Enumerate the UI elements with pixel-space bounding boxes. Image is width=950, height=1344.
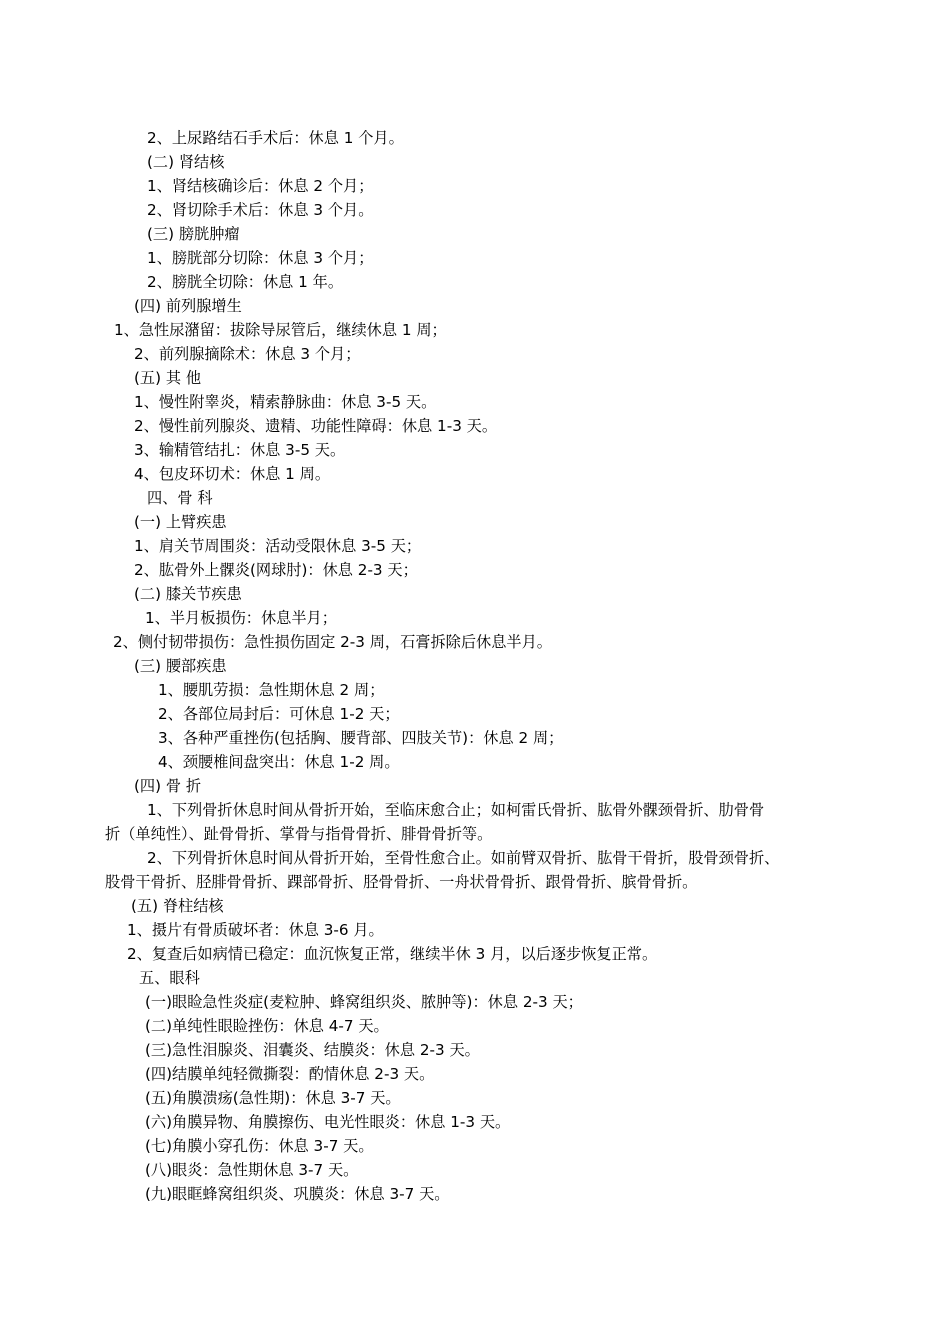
section-heading: (五) 脊柱结核 xyxy=(131,897,224,915)
text-line: (七)角膜小穿孔伤：休息 3-7 天。 xyxy=(145,1137,374,1155)
text-line: 4、包皮环切术：休息 1 周。 xyxy=(134,465,331,483)
text-line: 2、复查后如病情已稳定：血沉恢复正常，继续半休 3 月，以后逐步恢复正常。 xyxy=(127,945,658,963)
text-line: 1、慢性附睾炎，精索静脉曲：休息 3-5 天。 xyxy=(134,393,437,411)
text-line: 4、颈腰椎间盘突出：休息 1-2 周。 xyxy=(158,753,400,771)
chapter-heading: 四、骨 科 xyxy=(147,489,213,507)
text-line: (一)眼睑急性炎症(麦粒肿、蜂窝组织炎、脓肿等)：休息 2-3 天； xyxy=(145,993,583,1011)
chapter-heading: 五、眼科 xyxy=(139,969,200,987)
text-line: 1、腰肌劳损：急性期休息 2 周； xyxy=(158,681,385,699)
text-line: 1、急性尿潴留：拔除导尿管后，继续休息 1 周； xyxy=(114,321,447,339)
text-line: (二)单纯性眼睑挫伤：休息 4-7 天。 xyxy=(145,1017,389,1035)
text-line: 2、肱骨外上髁炎(网球肘)：休息 2-3 天； xyxy=(134,561,418,579)
text-line: 3、输精管结扎：休息 3-5 天。 xyxy=(134,441,346,459)
text-line: 1、膀胱部分切除：休息 3 个月； xyxy=(147,249,374,267)
section-heading: (三) 腰部疾患 xyxy=(134,657,227,675)
text-line: 2、肾切除手术后：休息 3 个月。 xyxy=(147,201,374,219)
text-line: 2、侧付韧带损伤：急性损伤固定 2-3 周，石膏拆除后休息半月。 xyxy=(113,633,552,651)
text-line: 折（单纯性）、趾骨骨折、掌骨与指骨骨折、腓骨骨折等。 xyxy=(105,825,493,843)
text-line: (三)急性泪腺炎、泪囊炎、结膜炎：休息 2-3 天。 xyxy=(145,1041,480,1059)
text-line: (九)眼眶蜂窝组织炎、巩膜炎：休息 3-7 天。 xyxy=(145,1185,450,1203)
text-line: 2、膀胱全切除：休息 1 年。 xyxy=(147,273,344,291)
text-line: 1、下列骨折休息时间从骨折开始，至临床愈合止；如柯雷氏骨折、肱骨外髁颈骨折、肋骨骨 xyxy=(147,801,765,819)
text-line: 2、慢性前列腺炎、遗精、功能性障碍：休息 1-3 天。 xyxy=(134,417,498,435)
text-line: 股骨干骨折、胫腓骨骨折、踝部骨折、胫骨骨折、一舟状骨骨折、跟骨骨折、膑骨骨折。 xyxy=(105,873,698,891)
section-heading: (四) 前列腺增生 xyxy=(134,297,242,315)
section-heading: (四) 骨 折 xyxy=(134,777,202,795)
section-heading: (二) 膝关节疾患 xyxy=(134,585,242,603)
section-heading: (三) 膀胱肿瘤 xyxy=(147,225,240,243)
text-line: 2、前列腺摘除术：休息 3 个月； xyxy=(134,345,361,363)
section-heading: (一) 上臂疾患 xyxy=(134,513,227,531)
text-line: 1、半月板损伤：休息半月； xyxy=(145,609,337,627)
text-line: 3、各种严重挫伤(包括胸、腰背部、四肢关节)：休息 2 周； xyxy=(158,729,564,747)
text-line: 1、摄片有骨质破坏者：休息 3-6 月。 xyxy=(127,921,384,939)
text-line: (五)角膜溃疡(急性期)：休息 3-7 天。 xyxy=(145,1089,401,1107)
text-line: (六)角膜异物、角膜擦伤、电光性眼炎：休息 1-3 天。 xyxy=(145,1113,511,1131)
text-line: 2、下列骨折休息时间从骨折开始，至骨性愈合止。如前臂双骨折、肱骨干骨折，股骨颈骨折、 xyxy=(147,849,780,867)
section-heading: (五) 其 他 xyxy=(134,369,202,387)
text-line: 2、各部位局封后：可休息 1-2 天； xyxy=(158,705,400,723)
text-line: (四)结膜单纯轻微撕裂：酌情休息 2-3 天。 xyxy=(145,1065,435,1083)
text-line: 1、肾结核确诊后：休息 2 个月； xyxy=(147,177,374,195)
text-line: 1、肩关节周围炎：活动受限休息 3-5 天； xyxy=(134,537,422,555)
text-line: 2、上尿路结石手术后：休息 1 个月。 xyxy=(147,129,404,147)
text-line: (八)眼炎：急性期休息 3-7 天。 xyxy=(145,1161,359,1179)
section-heading: (二) 肾结核 xyxy=(147,153,225,171)
